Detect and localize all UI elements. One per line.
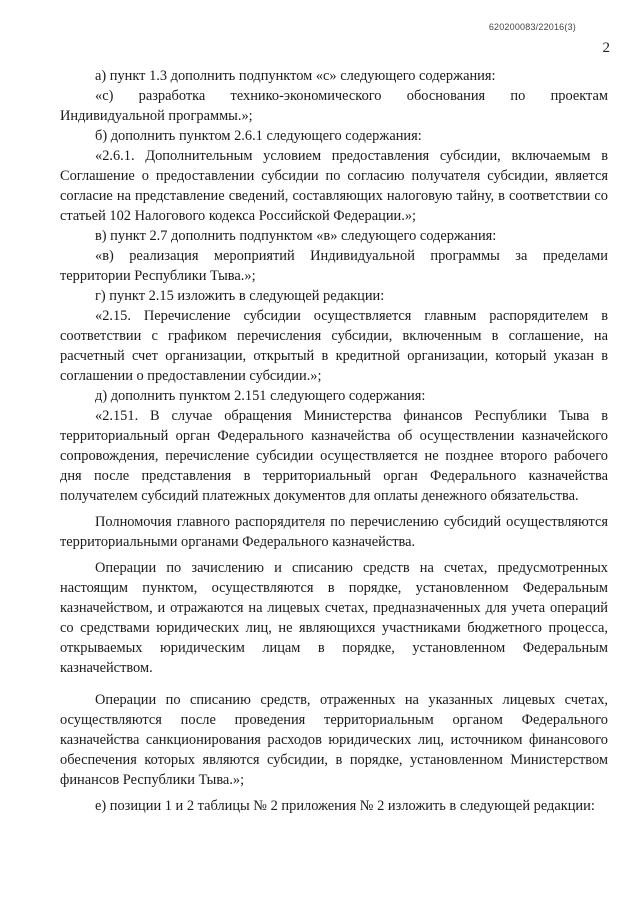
- paragraph-a: а) пункт 1.3 дополнить подпунктом «с» следующего содержания:: [95, 68, 496, 84]
- paragraph-operations-debiting: Операции по списанию средств, отраженных на указанных лицевых счетах, осуществляются после проведения территориальным органом Федерального казначейства санкционирования расходов юридических лиц, источником финансового обеспечения которых являются субсидии, в порядке, установленном Министерством финансов Республики Тыва.»;: [60, 692, 608, 788]
- paragraph-g: г) пункт 2.15 изложить в следующей редакции:: [95, 288, 385, 304]
- paragraph-a-content: «с) разработка технико-экономического обоснования по проектам Индивидуальной программы.»;: [60, 88, 608, 124]
- paragraph-b: б) дополнить пунктом 2.6.1 следующего содержания:: [95, 128, 422, 144]
- paragraph-authority: Полномочия главного распорядителя по перечислению субсидий осуществляются территориальными органами Федерального казначейства.: [60, 514, 608, 550]
- paragraph-d: д) дополнить пунктом 2.151 следующего содержания:: [95, 388, 426, 404]
- paragraph-v: в) пункт 2.7 дополнить подпунктом «в» следующего содержания:: [95, 228, 497, 244]
- paragraph-b-content: «2.6.1. Дополнительным условием предоставления субсидии, включаемым в Соглашение о предоставлении субсидии по согласию получателя субсидии, является согласие на представление сведений, составляющих налоговую тайну, в соответствии со статьей 102 Налогового кодекса Российской Федерации.»;: [60, 148, 608, 224]
- paragraph-operations-crediting: Операции по зачислению и списанию средств на счетах, предусмотренных настоящим пунктом, осуществляются в порядке, установленном Федеральным казначейством, и отражаются на лицевых счетах, предназначенных для учета операций со средствами юридических лиц, не являющихся участниками бюджетного процесса, открываемых юридическим лицам в порядке, установленном Федеральным казначейством.: [60, 560, 608, 676]
- page-number: 2: [602, 40, 610, 56]
- paragraph-d-content: «2.151. В случае обращения Министерства финансов Республики Тыва в территориальный орган Федерального казначейства об осуществлении казначейского сопровождения, перечисление субсидии осуществляется не позднее второго рабочего дня после представления в территориальный орган Федерального казначейства получателем субсидий платежных документов для оплаты денежного обязательства.: [60, 408, 608, 504]
- paragraph-v-content: «в) реализация мероприятий Индивидуальной программы за пределами территории Республики Тыва.»;: [60, 248, 608, 284]
- paragraph-g-content: «2.15. Перечисление субсидии осуществляется главным распорядителем в соответствии с графиком перечисления субсидии, включенным в соглашение, на расчетный счет организации, открытый в кредитной организации, который указан в соглашении о предоставлении субсидии.»;: [60, 308, 608, 384]
- document-body: [60, 66, 608, 816]
- document-code: 620200083/22016(3): [488, 22, 576, 32]
- paragraph-e: е) позиции 1 и 2 таблицы № 2 приложения № 2 изложить в следующей редакции:: [95, 798, 595, 814]
